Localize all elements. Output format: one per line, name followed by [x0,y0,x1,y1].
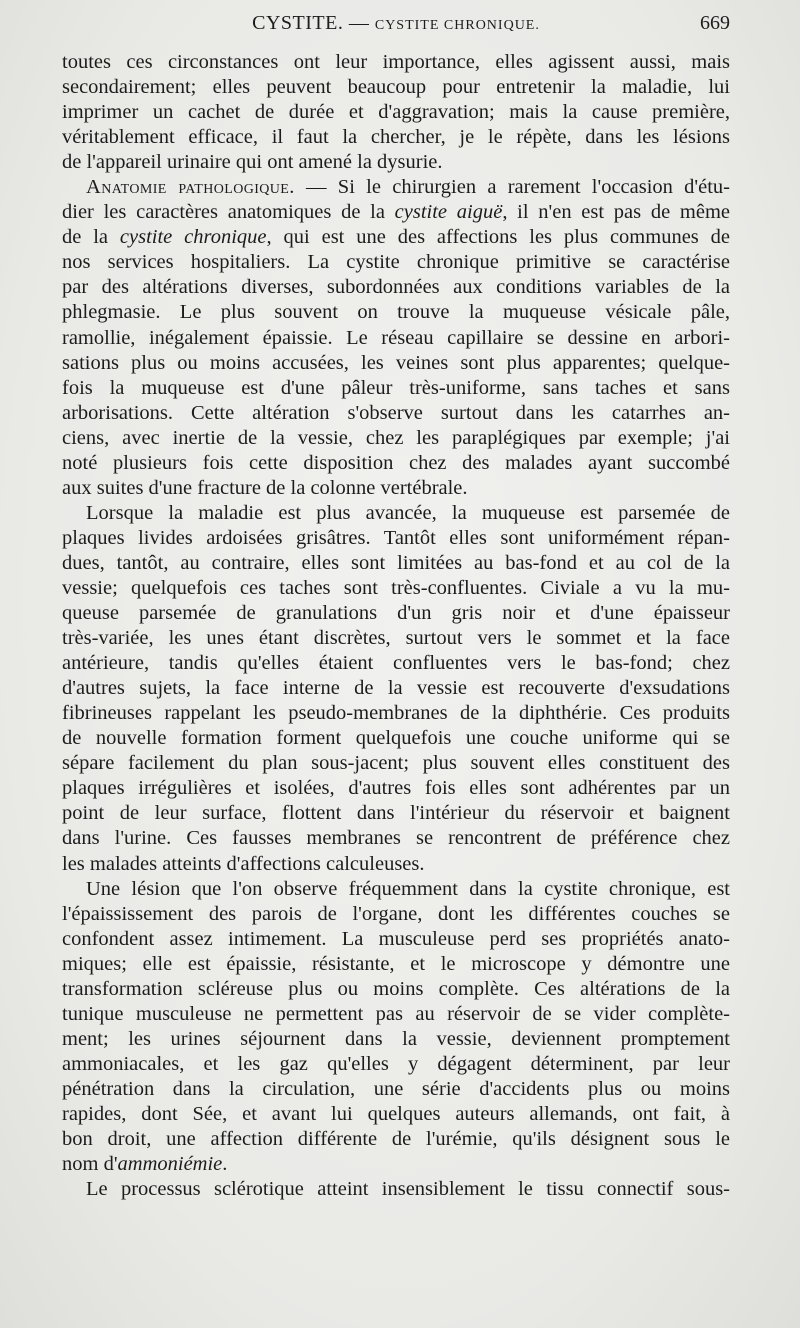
italic-term: cystite aiguë [394,201,503,224]
text-line: transformation scléreuse plus ou moins complète. Ces altérations de la [62,977,730,1000]
text-line: noté plusieurs fois cette disposition chez des malades ayant succombé [62,451,730,474]
text-run: . [222,1153,228,1176]
text-line: nos services hospitaliers. La cystite chronique primitive se caractérise [62,251,730,274]
text-line: point de leur surface, flottent dans l'intérieur du réservoir et baignent [62,802,730,825]
text-line: tunique musculeuse ne permettent pas au réservoir de se vider complète- [62,1002,730,1025]
running-header [62,12,730,42]
text-line: phlegmasie. Le plus souvent on trouve la muqueuse vésicale pâle, [62,301,730,324]
text-line: arborisations. Cette altération s'observe surtout dans les catarrhes an- [62,401,730,424]
text-line-section-heading [62,175,730,200]
text-line: ciens, avec inertie de la vessie, chez les paraplégiques par exemple; j'ai [62,426,730,449]
header-dash: — [348,12,370,34]
text-line: aux suites d'une fracture de la colonne vertébrale. [62,476,468,499]
text-line: fibrineuses rappelant les pseudo-membranes de la diphthérie. Ces produits [62,702,730,725]
text-line: Le processus sclérotique atteint insensiblement le tissu connectif sous- [86,1178,730,1201]
text-run: , il n'en est pas de même [502,201,730,224]
text-line: d'autres sujets, la face interne de la vessie est recouverte d'exsudations [62,677,730,700]
text-line: imprimer un cachet de durée et d'aggravation; mais la cause première, [62,101,730,124]
text-line: véritablement efficace, il faut la chercher, je le répète, dans les lésions [62,126,730,149]
text-line: miques; elle est épaissie, résistante, et le microscope y démontre une [62,952,730,975]
page-number: 669 [700,12,730,34]
italic-term: ammoniémie [117,1153,223,1176]
text-run: nom d' [62,1153,118,1176]
text-line: bon droit, une affection différente de l'urémie, qu'ils désignent sous le [62,1128,730,1151]
text-line: de l'appareil urinaire qui ont amené la dysurie. [62,151,443,174]
text-line [62,1152,730,1177]
text-line: rapides, dont Sée, et avant lui quelques auteurs allemands, ont fait, à [62,1102,730,1125]
running-title [62,12,730,35]
section-heading: Anatomie pathologique. [86,176,295,199]
text-line: secondairement; elles peuvent beaucoup pour entretenir la maladie, lui [62,76,730,99]
text-line: toutes ces circonstances ont leur importance, elles agissent aussi, mais [62,51,730,73]
text-line: ramollie, inégalement épaissie. Le réseau capillaire se dessine en arbori- [62,326,730,349]
text-line: Lorsque la maladie est plus avancée, la muqueuse est parsemée de [86,501,730,524]
italic-term: cystite chronique [119,226,267,249]
text-line: sépare facilement du plan sous-jacent; plus souvent elles constituent des [62,752,730,775]
text-run: dier les caractères anatomiques de la [62,201,395,224]
text-line: plaques livides ardoisées grisâtres. Tantôt elles sont uniformément répan- [62,526,730,549]
text-line: Une lésion que l'on observe fréquemment dans la cystite chronique, est [86,877,730,900]
text-line: par des altérations diverses, subordonnées aux conditions variables de la [62,276,730,299]
body-text [62,50,730,1202]
text-line: très-variée, les unes étant discrètes, surtout vers le sommet et la face [62,627,730,650]
text-run: — Si le chirurgien a rarement l'occasion d'étu- [294,176,730,199]
text-line: dans l'urine. Ces fausses membranes se rencontrent de préférence chez [62,827,730,850]
text-line: l'épaississement des parois de l'organe, dont les différentes couches se [62,902,730,925]
text-line: les malades atteints d'affections calculeuses. [62,852,425,875]
text-line: de nouvelle formation forment quelquefois une couche uniforme qui se [62,727,730,750]
text-line: plaques irrégulières et isolées, d'autres fois elles sont adhérentes par un [62,777,730,800]
text-line [62,225,730,250]
text-line: antérieure, tandis qu'elles étaient confluentes vers le bas-fond; chez [62,652,730,675]
text-line: pénétration dans la circulation, une série d'accidents plus ou moins [62,1077,730,1100]
text-line: vessie; quelquefois ces taches sont très-confluentes. Civiale a vu la mu- [62,576,730,599]
text-line: sations plus ou moins accusées, les veines sont plus apparentes; quelque- [62,351,730,374]
text-line [62,200,730,225]
header-title: CYSTITE. [252,12,344,34]
text-line: fois la muqueuse est d'une pâleur très-uniforme, sans taches et sans [62,376,730,399]
header-subtitle: CYSTITE CHRONIQUE. [374,18,540,33]
text-line: confondent assez intimement. La musculeuse perd ses propriétés anato- [62,927,730,950]
text-line: queuse parsemée de granulations d'un gris noir et d'une épaisseur [62,602,730,625]
text-line: ammoniacales, et les gaz qu'elles y dégagent déterminent, par leur [62,1052,730,1075]
text-line: ment; les urines séjournent dans la vessie, deviennent promptement [62,1027,730,1050]
text-run: , qui est une des affections les plus communes de [266,226,730,249]
text-run: de la [62,226,120,249]
text-line: dues, tantôt, au contraire, elles sont limitées au bas-fond et au col de la [62,551,730,574]
